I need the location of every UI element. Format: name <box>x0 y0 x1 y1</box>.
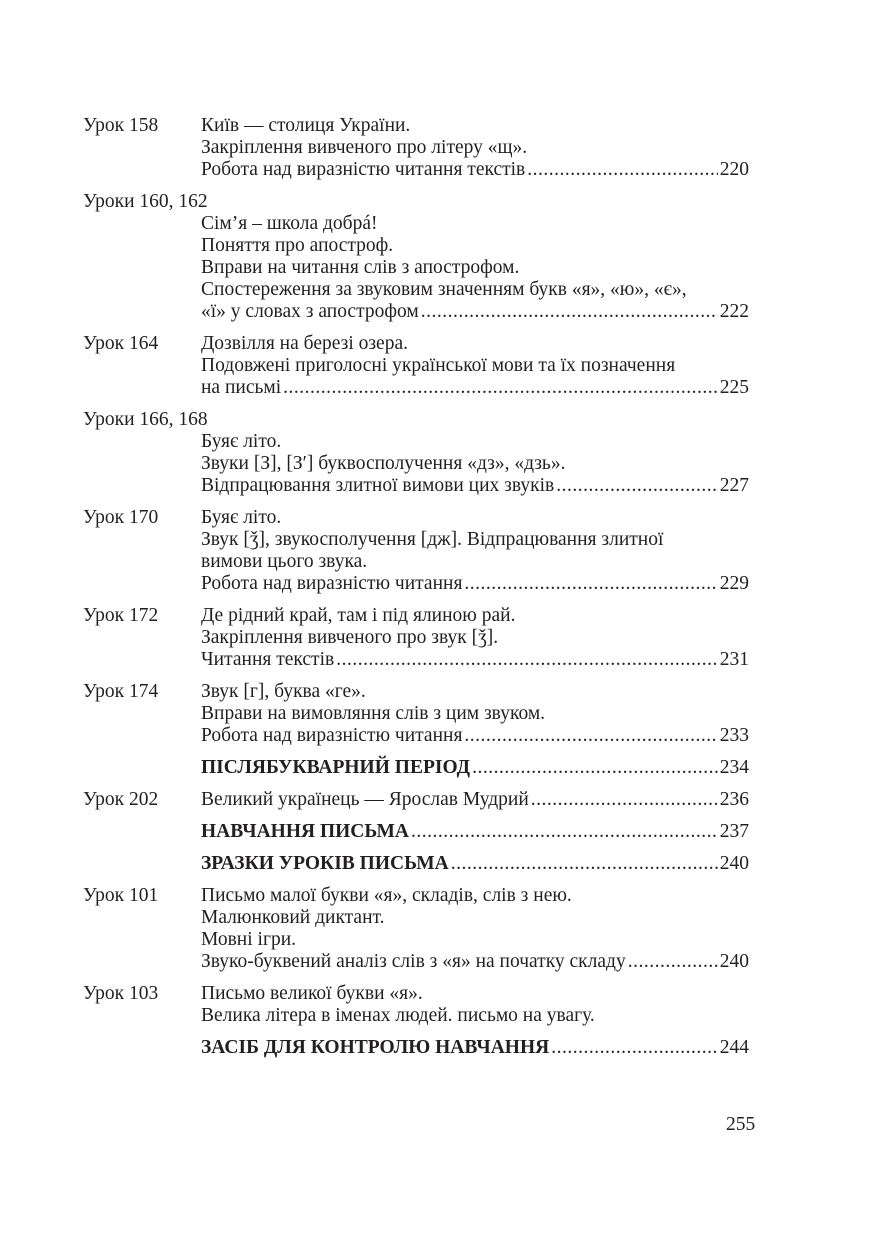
toc-line: Велика літера в іменах людей. письмо на увагу. <box>201 1005 595 1026</box>
toc-page-ref: 236 <box>719 789 749 810</box>
toc-leader-dots <box>531 789 718 811</box>
toc-line-title: ПІСЛЯБУКВАРНИЙ ПЕРІОД <box>201 757 471 778</box>
toc-entry-body <box>201 1037 749 1059</box>
toc-entry <box>83 789 749 811</box>
toc-line-title: Робота над виразністю читання <box>201 573 463 594</box>
toc-leader-line <box>201 573 749 595</box>
toc-page-ref: 222 <box>719 301 749 322</box>
toc-leader-dots <box>472 757 718 779</box>
toc-leader-line <box>201 789 749 811</box>
toc-lesson-label: Урок 174 <box>83 681 159 702</box>
toc-line: Поняття про апостроф. <box>201 235 394 256</box>
toc-page-ref: 227 <box>719 475 749 496</box>
toc-page-ref: 220 <box>719 159 749 180</box>
toc-page-ref: 229 <box>719 573 749 594</box>
toc-line: Письмо великої букви «я». <box>201 983 423 1004</box>
toc-line-title: ЗРАЗКИ УРОКІВ ПИСЬМА <box>201 853 449 874</box>
toc-leader-dots <box>464 573 717 595</box>
toc-line: Закріплення вивченого про звук [ǯ]. <box>201 627 499 648</box>
toc-lesson-label: Урок 202 <box>83 789 159 810</box>
toc-entry <box>83 115 749 181</box>
toc-leader-line <box>201 159 749 181</box>
toc-line: Звук [г], буква «ге». <box>201 681 366 702</box>
toc-line: Київ — столиця України. <box>201 115 411 136</box>
toc-lesson-label: Урок 158 <box>83 115 159 136</box>
toc-leader-dots <box>451 853 718 875</box>
toc-leader-line <box>201 757 749 779</box>
toc-entry-body <box>201 853 749 875</box>
toc-section-heading <box>83 1037 749 1059</box>
toc-line-title: «ї» у словах з апострофом <box>201 301 419 322</box>
toc-entry-body <box>201 757 749 779</box>
toc-line: Буяє літо. <box>201 507 282 528</box>
toc-line: Звук [ǯ], звукосполучення [дж]. Відпрацювання злитної <box>201 529 664 550</box>
toc-line: Закріплення вивченого про літеру «щ». <box>201 137 528 158</box>
toc-page-ref: 240 <box>719 951 749 972</box>
toc-leader-dots <box>336 649 718 671</box>
toc-leader-line <box>201 1037 749 1059</box>
toc-leader-dots <box>556 475 718 497</box>
toc-leader-line <box>201 475 749 497</box>
toc-entry-body <box>201 681 749 747</box>
toc-page-ref: 237 <box>719 821 749 842</box>
toc-line: Буяє літо. <box>201 431 282 452</box>
toc-leader-line <box>201 649 749 671</box>
toc-leader-line <box>201 301 749 323</box>
toc-entry-body <box>201 115 749 181</box>
toc-leader-line <box>201 853 749 875</box>
table-of-contents <box>83 115 749 1069</box>
toc-entry <box>83 885 749 973</box>
toc-section-heading <box>83 853 749 875</box>
toc-entry-body <box>201 409 749 497</box>
toc-page-ref: 225 <box>719 377 749 398</box>
toc-entry-body <box>201 333 749 399</box>
toc-leader-dots <box>551 1037 718 1059</box>
toc-line: вимови цього звука. <box>201 551 368 572</box>
toc-line-title: Робота над виразністю читання <box>201 725 463 746</box>
toc-lesson-label: Урок 172 <box>83 605 159 626</box>
toc-lesson-label: Урок 164 <box>83 333 159 354</box>
toc-line: Мовні ігри. <box>201 929 297 950</box>
toc-leader-line <box>201 951 749 973</box>
toc-line: Подовжені приголосні української мови та їх позначення <box>201 355 676 376</box>
toc-line-title: НАВЧАННЯ ПИСЬМА <box>201 821 409 842</box>
toc-entry-body <box>201 821 749 843</box>
page-number: 255 <box>726 1114 756 1135</box>
toc-entry-body <box>201 983 749 1027</box>
toc-page-ref: 234 <box>719 757 749 778</box>
toc-line-title: Звуко-буквений аналіз слів з «я» на початку складу <box>201 951 626 972</box>
toc-entry-body <box>201 885 749 973</box>
toc-lesson-label: Урок 101 <box>83 885 159 906</box>
toc-entry <box>83 409 749 497</box>
toc-line: Звуки [З], [З′] буквосполучення «дз», «дзь». <box>201 453 566 474</box>
toc-entry-body <box>201 191 749 323</box>
toc-entry-body <box>201 507 749 595</box>
toc-section-heading <box>83 757 749 779</box>
toc-entry <box>83 333 749 399</box>
toc-leader-line <box>201 725 749 747</box>
toc-line-title: Читання текстів <box>201 649 335 670</box>
toc-leader-line <box>201 821 749 843</box>
toc-line: Вправи на читання слів з апострофом. <box>201 257 520 278</box>
toc-entry <box>83 983 749 1027</box>
toc-leader-dots <box>628 951 718 973</box>
toc-line: Вправи на вимовляння слів з цим звуком. <box>201 703 546 724</box>
toc-line: Де рідний край, там і під ялиною рай. <box>201 605 516 626</box>
toc-leader-dots <box>421 301 718 323</box>
toc-lesson-label: Урок 103 <box>83 983 159 1004</box>
toc-line: Сім’я ‒ школа добрá! <box>201 213 378 234</box>
toc-line-title: Робота над виразністю читання текстів <box>201 159 526 180</box>
toc-line-title: Великий українець — Ярослав Мудрий <box>201 789 529 810</box>
toc-line-title: на письмі <box>201 377 282 398</box>
toc-line: Письмо малої букви «я», складів, слів з нею. <box>201 885 572 906</box>
toc-entry <box>83 605 749 671</box>
toc-leader-dots <box>464 725 717 747</box>
toc-entry <box>83 191 749 323</box>
toc-leader-line <box>201 377 749 399</box>
toc-page-ref: 244 <box>719 1037 749 1058</box>
toc-lesson-label: Уроки 166, 168 <box>83 409 208 430</box>
toc-leader-dots <box>527 159 717 181</box>
toc-leader-dots <box>411 821 718 843</box>
toc-page-ref: 240 <box>719 853 749 874</box>
toc-entry-body <box>201 605 749 671</box>
toc-entry <box>83 507 749 595</box>
toc-lesson-label: Уроки 160, 162 <box>83 191 208 212</box>
toc-line-title: ЗАСІБ ДЛЯ КОНТРОЛЮ НАВЧАННЯ <box>201 1037 550 1058</box>
toc-line: Спостереження за звуковим значенням букв «я», «ю», «є», <box>201 279 687 300</box>
toc-page-ref: 233 <box>719 725 749 746</box>
toc-entry-body <box>201 789 749 811</box>
toc-section-heading <box>83 821 749 843</box>
toc-line: Малюнковий диктант. <box>201 907 385 928</box>
toc-line: Дозвілля на березі озера. <box>201 333 408 354</box>
toc-leader-dots <box>283 377 718 399</box>
toc-page-ref: 231 <box>719 649 749 670</box>
toc-lesson-label: Урок 170 <box>83 507 159 528</box>
toc-line-title: Відпрацювання злитної вимови цих звуків <box>201 475 555 496</box>
toc-entry <box>83 681 749 747</box>
